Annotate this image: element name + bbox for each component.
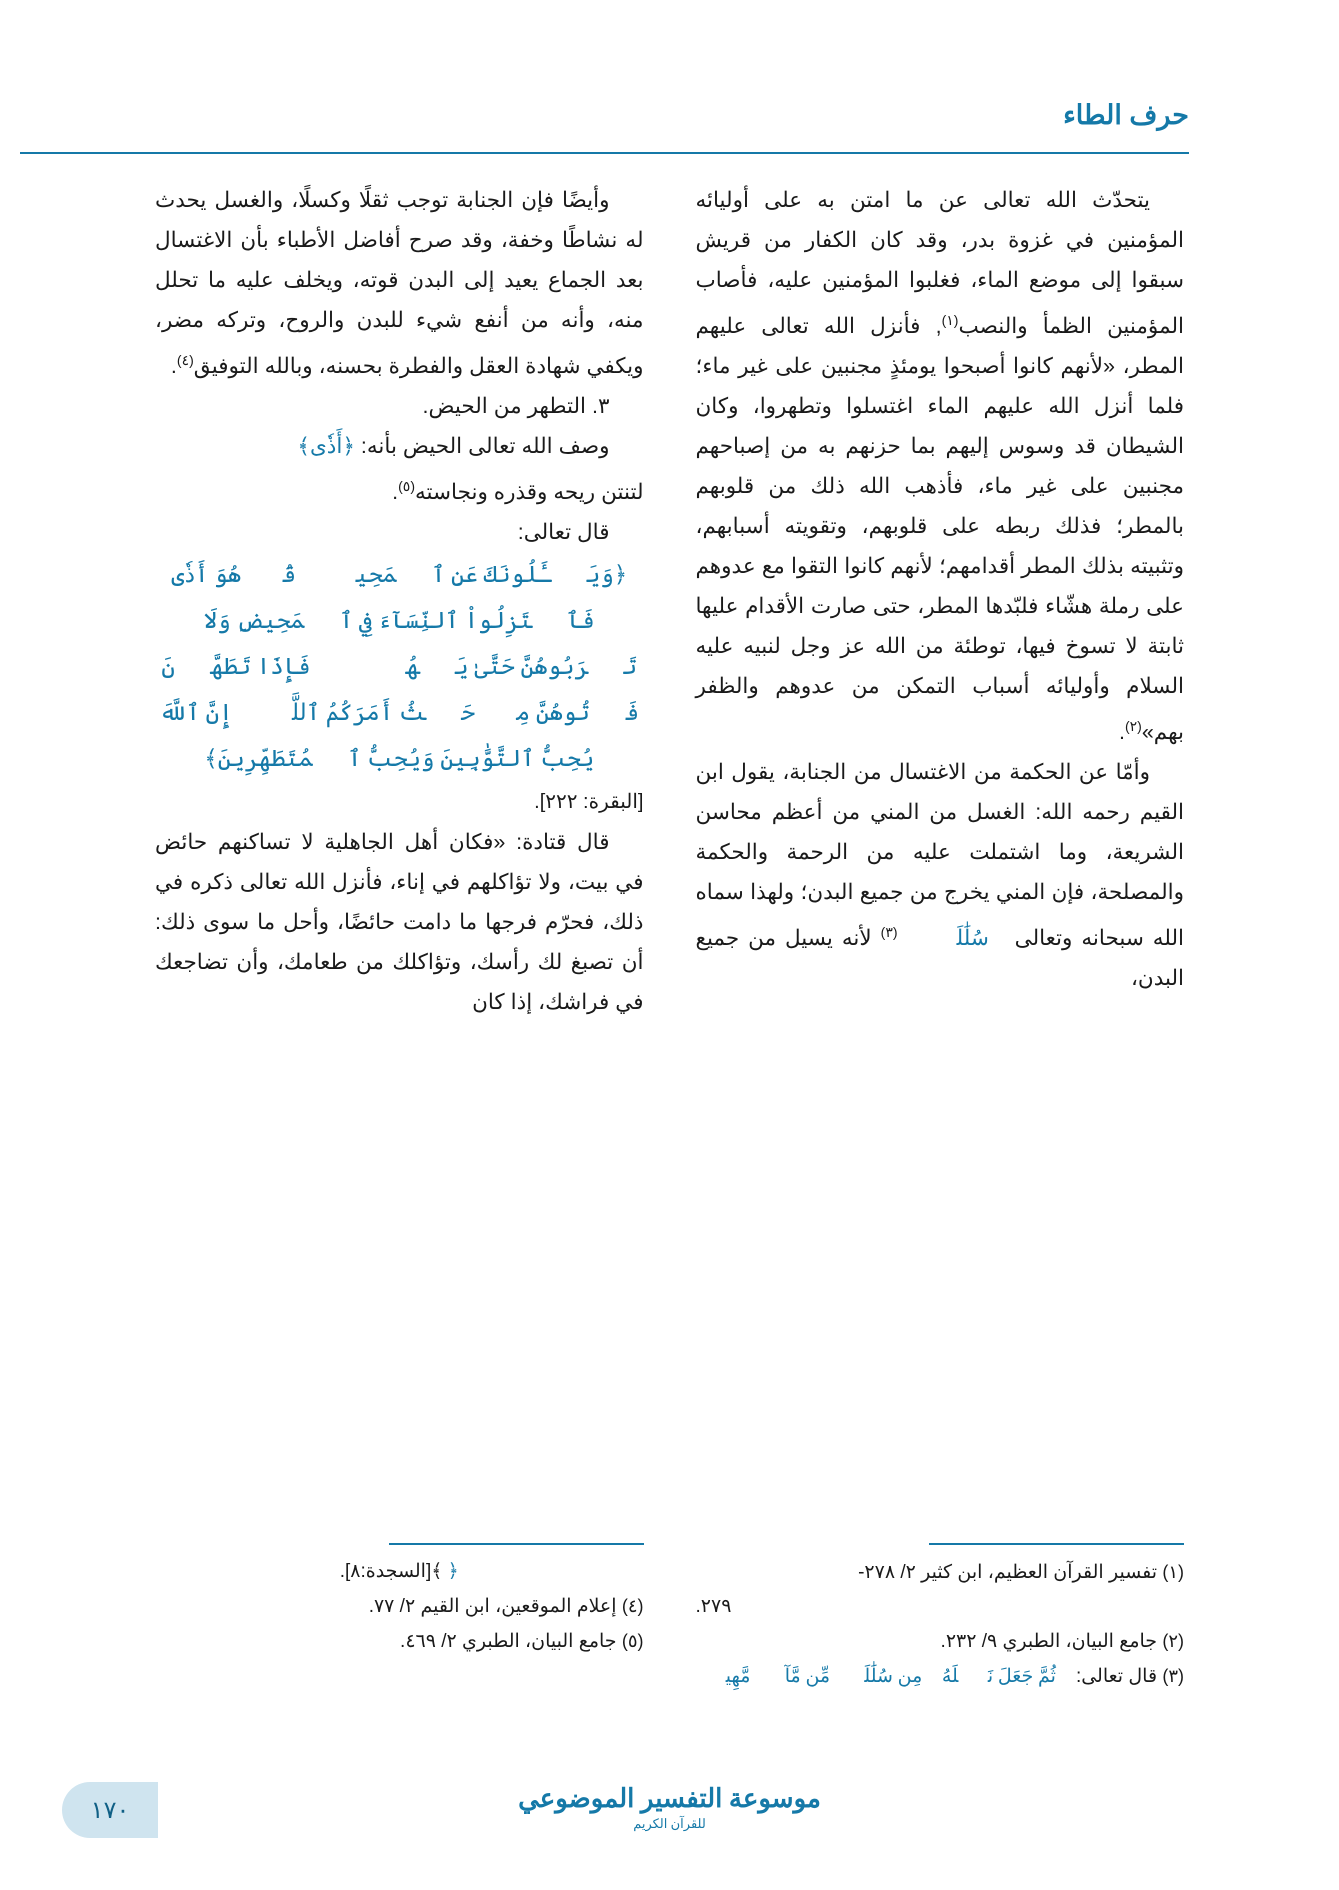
footnote-divider-right <box>929 1543 1184 1545</box>
paragraph-left-3 <box>155 426 644 466</box>
footnote-number: (٢) <box>1162 1631 1184 1651</box>
footnote-item <box>696 1555 1185 1590</box>
footnote-text: ٢٧٩. <box>695 1596 732 1617</box>
footnote-text: تفسير القرآن العظيم، ابن كثير ٢/ ٢٧٨- <box>858 1562 1158 1583</box>
footnote-quran-text: ﴿ <box>447 1561 459 1582</box>
page-number-badge: ١٧٠ <box>62 1782 158 1838</box>
footnote-marker-4: (٤) <box>176 352 194 368</box>
paragraph-left-3-text: وصف الله تعالى الحيض بأنه: <box>360 434 610 459</box>
footnote-marker-1: (١) <box>941 312 959 328</box>
footnote-text: إعلام الموقعين، ابن القيم ٢/ ٧٧. <box>368 1596 617 1617</box>
footnotes-left-column <box>155 1543 644 1694</box>
footnote-item <box>696 1624 1185 1659</box>
logo-main-text: موسوعة التفسير الموضوعي <box>518 1784 821 1813</box>
paragraph-left-1: وأيضًا فإن الجنابة توجب ثقلًا وكسلًا، والغسل يحدث له نشاطًا وخفة، وقد صرح أفاضل الأطباء بأن الاغتسال بعد الجماع يعيد إلى البدن قوته، ويخلف عليه ما تحلل منه، وأنه من أنفع شيء للبدن والروح، وتركه مضر، ويكفي شهادة العقل والفطرة بحسنه، وبالله التوفيق$^{(٤)}$. <box>155 188 644 379</box>
footnote-item <box>696 1659 1185 1694</box>
footnote-text: جامع البيان، الطبري ٩/ ٢٣٢. <box>940 1631 1158 1652</box>
body-columns <box>155 180 1184 1022</box>
footnote-item <box>696 1590 1185 1624</box>
footnote-quran-text: ﴿ثُمَّ جَعَلَ نَسۡلَهُۥ مِن سُلَٰلَةٖ مِّن مَّآءٖ مَّهِينٖ <box>696 1666 1071 1687</box>
footnote-divider-left <box>389 1543 644 1545</box>
page-header <box>150 100 1189 156</box>
publisher-logo <box>0 1784 1339 1832</box>
quran-word-sulala: ﴿سُلَٰلَةٖ﴾ <box>906 926 1006 951</box>
paragraph-right-3 <box>696 752 1185 998</box>
paragraph-right-2-text: , فأنزل الله تعالى عليهم المطر، «لأنهم كانوا أصبحوا يومئذٍ مجنبين على غير ماء؛ فلما أنزل الله عليهم الماء اغتسلوا وتطهروا، وكان الشيطان قد وسوس إليهم بما حزنهم به من إصباحهم مجنبين على غير ماء، فأذهب الله ذلك من قلوبهم بالمطر؛ فذلك ربطه على قلوبهم، وتقويته أسبابهم، وتثبيته بذلك المطر أقدامهم؛ لأنهم كانوا التقوا مع عدوهم على رملة هشّاء فلبّدها المطر، حتى صارت الأقدام عليها ثابتة لا تسوخ فيها، توطئة من الله عز وجل لنبيه عليه السلام وأوليائه أسباب التمكن من عدوهم والظفر بهم» <box>695 314 1184 745</box>
left-text-column <box>155 180 644 1022</box>
footnote-item <box>155 1589 644 1624</box>
footnote-number: (٣) <box>1162 1666 1184 1686</box>
paragraph-left-4-text: لتنتن ريحه وقذره ونجاسته <box>415 480 644 505</box>
footnote-marker-2: (٢) <box>1124 718 1142 735</box>
footnote-marker-5: (٥) <box>398 478 415 495</box>
quran-word-adha: ﴿أَذٗى﴾ <box>297 434 355 459</box>
quran-verse-baqara-222: ﴿وَيَسۡـَٔلُونَكَ عَنِ ٱلۡمَحِيضِۖ قُلۡ هُوَ أَذٗى فَٱعۡتَزِلُواْ ٱلنِّسَآءَ فِي ٱلۡمَحِيضِ وَلَا تَقۡرَبُوهُنَّ حَتَّىٰ يَطۡهُرۡنَۖ فَإِذَا تَطَهَّرۡنَ فَأۡتُوهُنَّ مِنۡ حَيۡثُ أَمَرَكُمُ ٱللَّهُۚ إِنَّ ٱللَّهَ يُحِبُّ ٱلتَّوَّٰبِينَ وَيُحِبُّ ٱلۡمُتَطَهِّرِينَ﴾ <box>159 562 640 772</box>
logo-sub-text: للقرآن الكريم <box>633 1816 706 1831</box>
paragraph-right-3-text: وأمّا عن الحكمة من الاغتسال من الجنابة، يقول ابن القيم رحمه الله: الغسل من المني من أعظم محاسن الشريعة، وما اشتملت عليه من الرحمة والحكمة والمصلحة، فإن المني يخرج من جميع البدن؛ ولهذا سماه الله سبحانه وتعالى <box>695 760 1184 951</box>
paragraph-right-4-text: لأنه يسيل من جميع البدن، <box>695 926 1184 991</box>
header-divider <box>20 152 1189 154</box>
footnote-number: (١) <box>1162 1562 1184 1582</box>
footnotes-right-column <box>696 1543 1185 1694</box>
footnote-item <box>155 1555 644 1589</box>
footnotes-area <box>155 1543 1184 1694</box>
footnote-text: جامع البيان، الطبري ٢/ ٤٦٩. <box>400 1631 617 1652</box>
page-title: حرف الطاء <box>1063 100 1189 130</box>
footnote-item <box>155 1624 644 1659</box>
footnote-text: ﴾[السجدة:٨]. <box>339 1561 443 1582</box>
footnote-marker-3: (٣) <box>880 924 898 941</box>
footnote-number: (٥) <box>621 1631 644 1651</box>
paragraph-left-6: قال قتادة: «فكان أهل الجاهلية لا تساكنهم حائض في بيت، ولا تؤاكلهم في إناء، فأنزل الله تعالى ذكره في ذلك، فحرّم فرجها ما دامت حائضًا، وأحل ما سوى ذلك: أن تصبغ لك رأسك، وتؤاكلك من طعامك، وأن تضاجعك في فراشك، إذا كان <box>155 830 644 1015</box>
paragraph-left-4: لتنتن ريحه وقذره ونجاسته$^{(٥)}$. <box>392 478 644 505</box>
footnote-text: قال تعالى: <box>1075 1666 1158 1687</box>
footnote-number: (٤) <box>621 1596 644 1616</box>
paragraph-left-5 <box>155 512 644 552</box>
right-text-column <box>696 180 1185 1022</box>
quran-intro-text: قال تعالى: <box>517 520 610 545</box>
paragraph-right-1: يتحدّث الله تعالى عن ما امتن به على أوليائه المؤمنين في غزوة بدر، وقد كان الكفار من قريش سبقوا إلى موضع الماء، فغلبوا المؤمنين عليه، فأصاب المؤمنين الظمأ والنصب$^{(١)}$, فأنزل الله تعالى عليهم المطر، «لأنهم كانوا أصبحوا يومئذٍ مجنبين على غير ماء؛ فلما أنزل الله عليهم الماء اغتسلوا وتطهروا، وكان الشيطان قد وسوس إليهم بما حزنهم به من إصباحهم مجنبين على غير ماء، فأذهب الله ذلك من قلوبهم بالمطر؛ فذلك ربطه على قلوبهم، وتقويته أسبابهم، وتثبيته بذلك المطر أقدامهم؛ لأنهم كانوا التقوا مع عدوهم على رملة هشّاء فلبّدها المطر، حتى صارت الأقدام عليها ثابتة لا تسوخ فيها، توطئة من الله عز وجل لنبيه عليه السلام وأوليائه أسباب التمكن من عدوهم والظفر بهم»$^{(٢)}$. <box>695 188 1184 745</box>
paragraph-right-1-text: يتحدّث الله تعالى عن ما امتن به على أوليائه المؤمنين في غزوة بدر، وقد كان الكفار من قريش سبقوا إلى موضع الماء، فغلبوا المؤمنين عليه، فأصاب المؤمنين الظمأ والنصب <box>695 188 1184 339</box>
heading-tatahhur: ٣. التطهر من الحيض. <box>422 394 610 419</box>
paragraph-left-1-text: وأيضًا فإن الجنابة توجب ثقلًا وكسلًا، والغسل يحدث له نشاطًا وخفة، وقد صرح أفاضل الأطباء بأن الاغتسال بعد الجماع يعيد إلى البدن قوته، ويخلف عليه ما تحلل منه، وأنه من أنفع شيء للبدن والروح، وتركه مضر، ويكفي شهادة العقل والفطرة بحسنه، وبالله التوفيق <box>155 188 644 379</box>
quran-verse-reference: [البقرة: ٢٢٢]. <box>534 791 644 814</box>
